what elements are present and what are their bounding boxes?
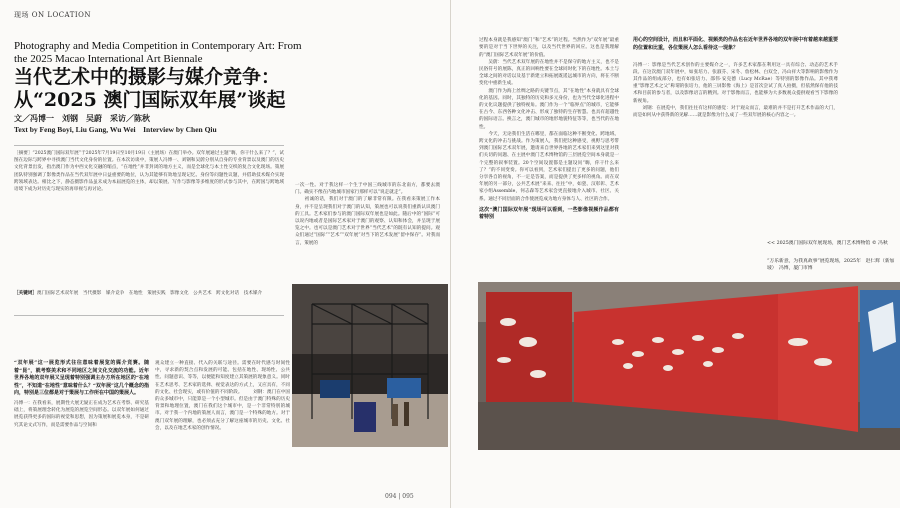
interview-answer: 冯博一：在我看来，展期性大展无疑正在成为艺术在考察、研究基础上，将策展理念转化为展览的展览空间形态。以双年展如何通过展览获得更多的国际的视觉和思想，因为策展和展览本身，不是研究其论文式写作，而是需要作品与空间和 [14, 400, 149, 428]
red-installation-drawing [478, 282, 900, 450]
keywords-label: ［关键词］ [14, 291, 37, 296]
middle-column-text: 一次一性。对于我这样一个生于中国三线城市的东北南方，都要去澳门。确实不像在内地城市国家行那样可以“说走就走”。 初诚的话，我们对于澳门的了解非常有限。在我看来策展工作本身，并不是呈现我们对于澳门的认知，策展也可以说我们重新认识澳门的工具。艺术家们参与的澳门国际双年展也是如此。随后中的“国际”可以说内地或者是国际艺术家对于澳门的观察、认知和体会，并呈现于展览之中。也可以是澳门艺术对于世界“当代艺术”的既有认知的提问。观众们通过“国际”“艺术”“双年展”对当下的艺术发展“留中保存”。对我而言，策展的 [295, 183, 440, 246]
right-column-1 [479, 30, 619, 231]
title-chinese: 当代艺术中的摄影与媒介竞争：从“2025 澳门国际双年展”谈起 [14, 66, 286, 111]
divider [14, 315, 284, 316]
right-column-2-question: 用心的空间设计，而且和平面化、视频类的作品也在近年世界各地的双年展中有着越来越重要的位置和比重，各位策展人怎么看待这一现象？ [633, 37, 839, 51]
byline-chinese: 文／冯博一 刘钢 吴蔚 采访／陈秋 [14, 113, 150, 123]
byline-english: Text by Feng Boyi, Liu Gang, Wu Wei Interview by Chen Qiu [14, 125, 217, 134]
right-column-2-text: 冯博一：影像是当代艺术创作的主要媒介之一，许多艺术家都在利用这一具有综合、动态的艺术手段。在这次澳门双年展中，如张培力、张淑芬、宋冬、詹松林、白双全，冯山祥大等影响的影像作为其作品的组成部分，也有如张培力、邵伟·安克德（Lucy McRae）等特别的影像作品。其中我尊重“影像艺术之父”称谓的张培力，他的三屏影像《海上》是首次尝试了真人拍摄，但依然保有他的技术和目前的参与者，以及影像语言的精到。对于影像而言，也能够为大多数观众提供观看当下影像的新视角。 刘钢：在展览中，我们往往有这样的感觉：对于观众而言，最难的并不是打开艺术作品的大门，而是如何从中获得新的见解……就是影像为什么成了一些双年展的核心内容之一。 [633, 62, 838, 119]
page-number: 094 | 095 [385, 493, 414, 500]
gallery-photo-drawing [292, 284, 448, 447]
interview-question: “双年展”这一展览形式往往意味着展览的媒介竞赛。随着“昆”，就考察美术和不同地区之间文化交流的功能。近年世界各地的双年展又呈现着特别强调主办方所在地区的“在地性”，不知道“在地性”意味着什么？“双年展”这几个概念的指向，特别是三位都是对于策展与工作所在中国的策展人。 [14, 360, 149, 397]
bottom-column-2: 观众建立一种直接、代入的关联与途径。需要在时代感与时间性中，寻求新的契合点和发展的可能。包括在地性、现场性、公共性、问题意识、等等，以便能和知度建立其策展的现象意义。同时在艺术思考、艺术家的选择、视觉表达的方式上，又应具有，不同的文化、社会现实，或有价值的不同阶段。 刘钢：澳门在中国的众多城市中，只能算是一个小型城市。但是由于澳门特殊的历史背景和地理位置，澳门在我们这个城市中，是一个非常特别的城市。对于我一个内地的策展人而言，澳门是一个特殊的地方。对于澳门双年展的理解，也必须去充分了解这座城市的历史、文化、社会，以及在地艺术家的创作情况。 [155, 361, 290, 431]
right-column-2 [633, 30, 838, 119]
title-english: Photography and Media Competition in Contemporary Art: From the 2025 Macao International Art Biennale [14, 40, 302, 65]
right-column-1-question: 这次“澳门国际双年展”现场可以看到，一些影像视频作品都有着特别 [479, 206, 619, 221]
caption-1: << 2025澳门国际双年展现场，澳门艺术博物馆 © 冯秋 [767, 241, 888, 246]
keywords [14, 290, 284, 297]
photo-gallery-installation [292, 284, 448, 447]
keywords-list: 澳门国际艺术双年展 当代摄影 媒介竞争 在地性 策展实践 影像文化 公共艺术 跨文化对话 技术媒介 [36, 291, 263, 296]
bottom-column-1 [14, 360, 149, 431]
photo-red-installation [478, 282, 900, 450]
running-head: 现场 ON LOCATION [14, 11, 92, 19]
right-column-1-text: 过程本身就是我感知“澳门”和“艺术”的过程。当然作为“双年展”最重要的是对于当下世界的关注，以及当代世界的回应。这也是我理解的“澳门国际艺术双年展”的价值。 吴蔚：当代艺术双年展的在地性并不是保守的地方主义，也不是民俗符号的展陈，真正的回响性要在全球同时化下的在地性。本土与全球之间的对话以及基于新建立和拓展既遥远城市的方向，将在不断变化中重新生成。 澳门作为海上丝绸之路的关键节点，其“在地性”本身就具有全球化的基因。同时，其独特的历史和多元身份，也为当代全球化进程中的文化议题提供了独特视角。澳门作为一个“临界点”的城市，它能够在古今、东西各种文化冲击、形成了独特的生存智慧。也具有超越性的国际语言。换言之，澳门城市的地形地貌特征等等，也当代的在地性。 今天，无论我们生活在哪里，都在面临这种不断变化、跨地域、跨文化的冲击与挑战。作为策展人，我们把这种感受，视野与思考带到澳门国际艺术双年展，邀请来自世界各地的艺术家们来到这里对我们关切的问题、在主展中澳门艺术博物馆的三层展览空间本身就是一个完整的叙事装置。20个空间设置都是主题设问“嗨，你干什么来了？”的不同变奏。你可以看到，艺术家们提出了更多的问题，他们分享各自的视角，不一定是答案，而是提供了更多样的视角。而在双年展的另一部分，公共艺术展“来来、往往”中，如瓷、汉彰彰、艺术家小组Assemble，何志森等艺术家会更直接地介入城市、社区、关系。通过不同层面的合作使展览成为地方身体与人、社区的合作。 [479, 38, 619, 202]
caption-2: “万乐新意，为我真故事”展览现场，2025年 赵仁辉（新加坡） 冯博，厦门市博 [767, 259, 895, 271]
divider [14, 145, 284, 146]
abstract: ［摘要］“2025澳门国际双年展”于2025年7月19日至10月19日（主展场）在澳门举办。双年展通过主题“嗨，你干什么来了？”，试图在边际与跨界中寻找澳门当代文化身份的位置。在本次访谈中，策展人冯博一、刘钢和吴蔚分别从自身的专业背景以及澳门的历史文化背景出发，指出澳门作为中西文化交融的缩点，“在地性”并非封闭的地方主义，而是全球化与本土性交织的复合文化现场。策展团队特别强调了影像类作品在当代双年展中日益重要的地位，认为其能够有效地呈现记忆、身份等问题性议题，并借助技术媒介实现跨领域表达。相比之下，静态摄影作品虽未成为本届展览的主体，却以策展、写作与影像等多维度的形式参与其中，在跨国与跨地域语境下成为对历史与现实的再审视与再讨论。 [14, 151, 284, 193]
